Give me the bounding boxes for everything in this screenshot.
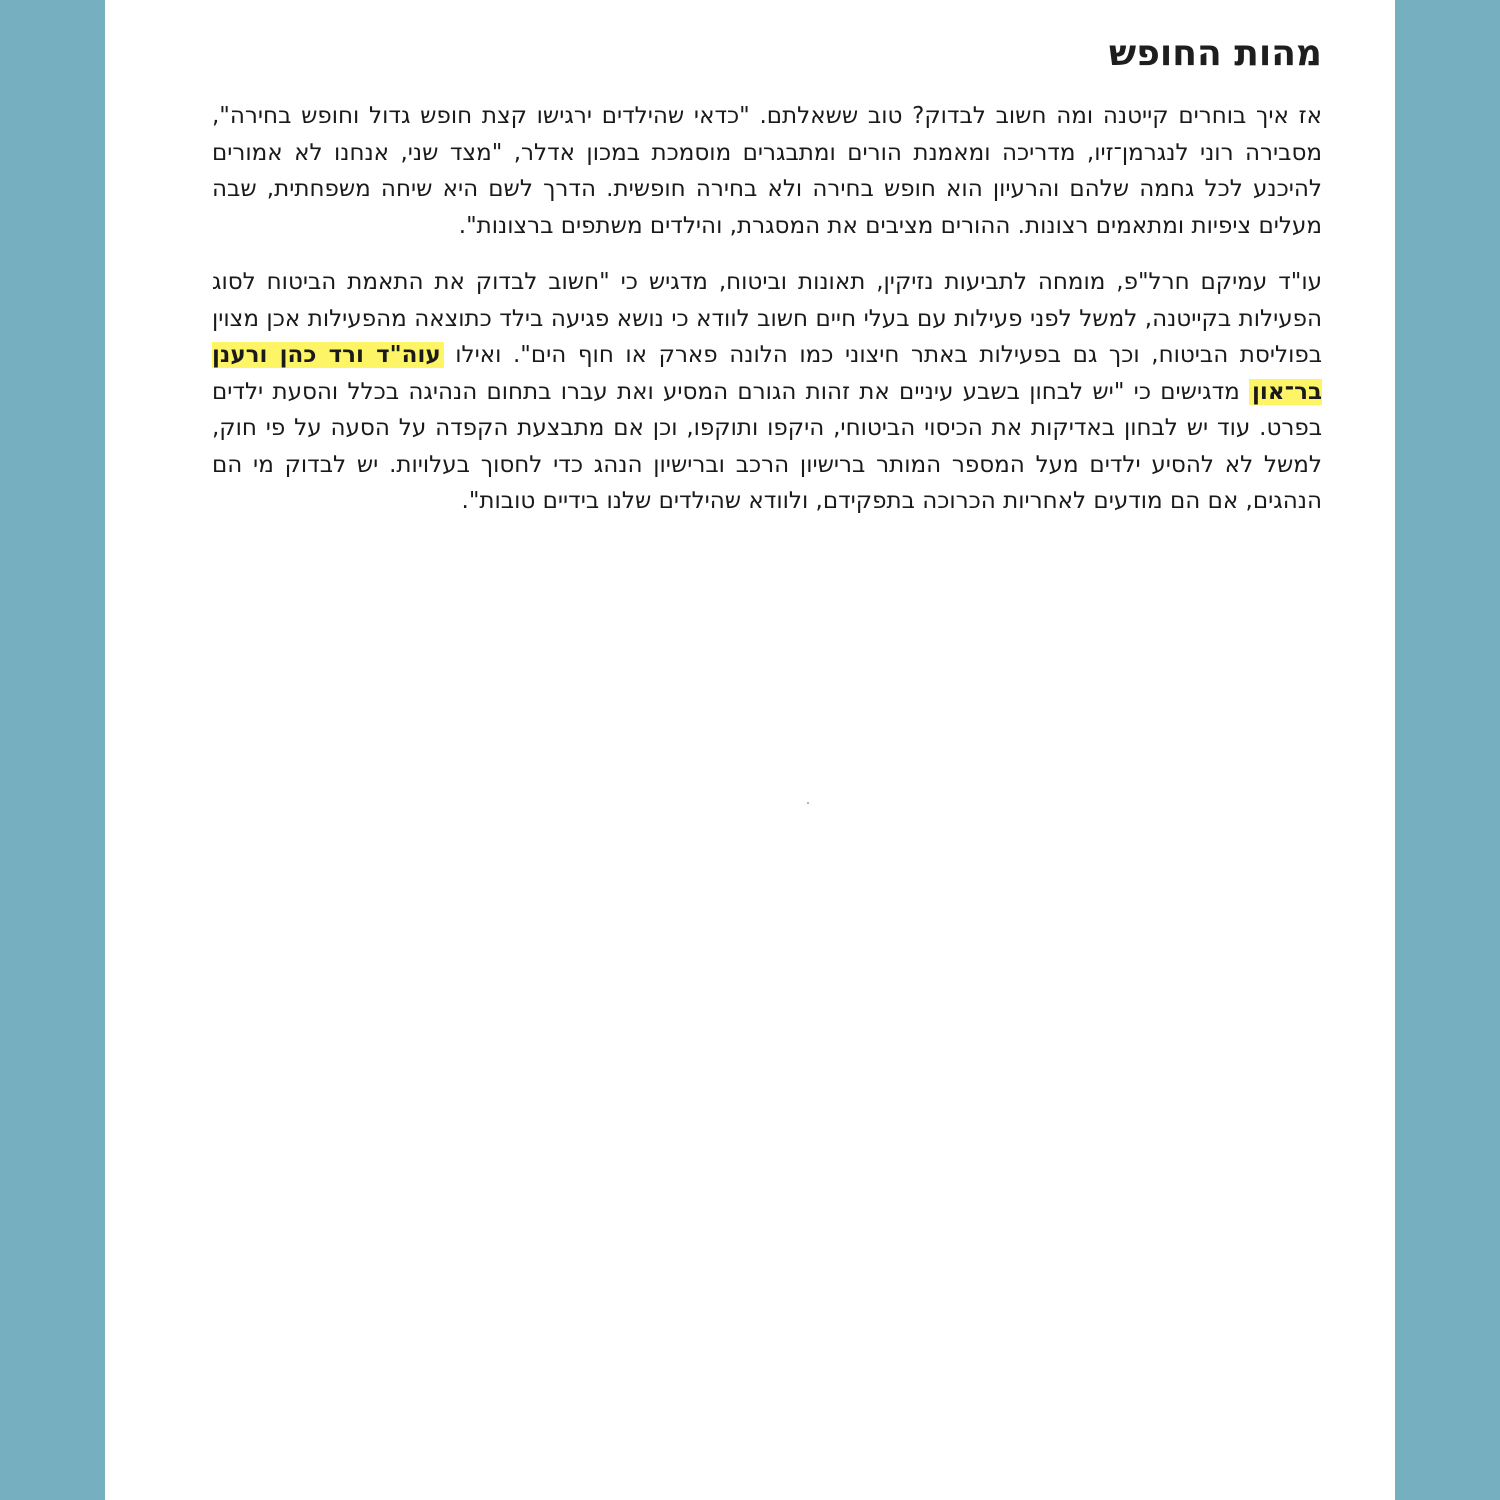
paragraph-2-text-end: מדגישים כי "יש לבחון בשבע עיניים את זהות הגורם המסיע ואת עברו בתחום הנהיגה בכלל והסעת ילדים בפרט. עוד יש לבחון באדיקות את הכיסוי הביטוחי, היקפו ותוקפו, וכן אם מתבצעת הקפדה על הסעה על פי חוק, למשל לא להסיע ילדים מעל המספר המותר ברישיון הרכב וברישיון הנהג כדי לחסוך בעלויות. יש לבדוק מי הם הנהגים, אם הם מודעים לאחריות הכרוכה בתפקידם, ולוודא שהילדים שלנו בידיים טובות".	[212, 378, 1322, 514]
paragraph-2-text-start: עו"ד עמיקם חרל"פ, מומחה לתביעות נזיקין, תאונות וביטוח, מדגיש כי "חשוב לבדוק את התאמת הביטוח לסוג הפעילות בקייטנה, למשל לפני פעילות עם בעלי חיים חשוב לוודא כי נושא פגיעה בילד כתוצאה מהפעילות אכן מצוין בפוליסת הביטוח, וכך גם בפעילות באתר חיצוני כמו הלונה פארק או חוף הים". ואילו	[212, 269, 1322, 368]
highlighted-names: עוה"ד ורד כהן ורענן בר־און	[212, 342, 1322, 405]
document-page	[105, 0, 1395, 1500]
article-body	[212, 22, 1322, 540]
paragraph-2	[212, 264, 1322, 520]
scan-speck	[807, 802, 809, 804]
page-title: מהות החופש	[1108, 33, 1322, 74]
paragraph-1: אז איך בוחרים קייטנה ומה חשוב לבדוק? טוב ששאלתם. "כדאי שהילדים ירגישו קצת חופש גדול וחופש בחירה", מסבירה רוני לנגרמן־זיו, מדריכה ומאמנת הורים ומתבגרים מוסמכת במכון אדלר, "מצד שני, אנחנו לא אמורים להיכנע לכל גחמה שלהם והרעיון הוא חופש בחירה ולא בחירה חופשית. הדרך לשם היא שיחה משפחתית, שבה מעלים ציפיות ומתאמים רצונות. ההורים מציבים את המסגרת, והילדים משתפים ברצונות".	[212, 103, 1322, 239]
